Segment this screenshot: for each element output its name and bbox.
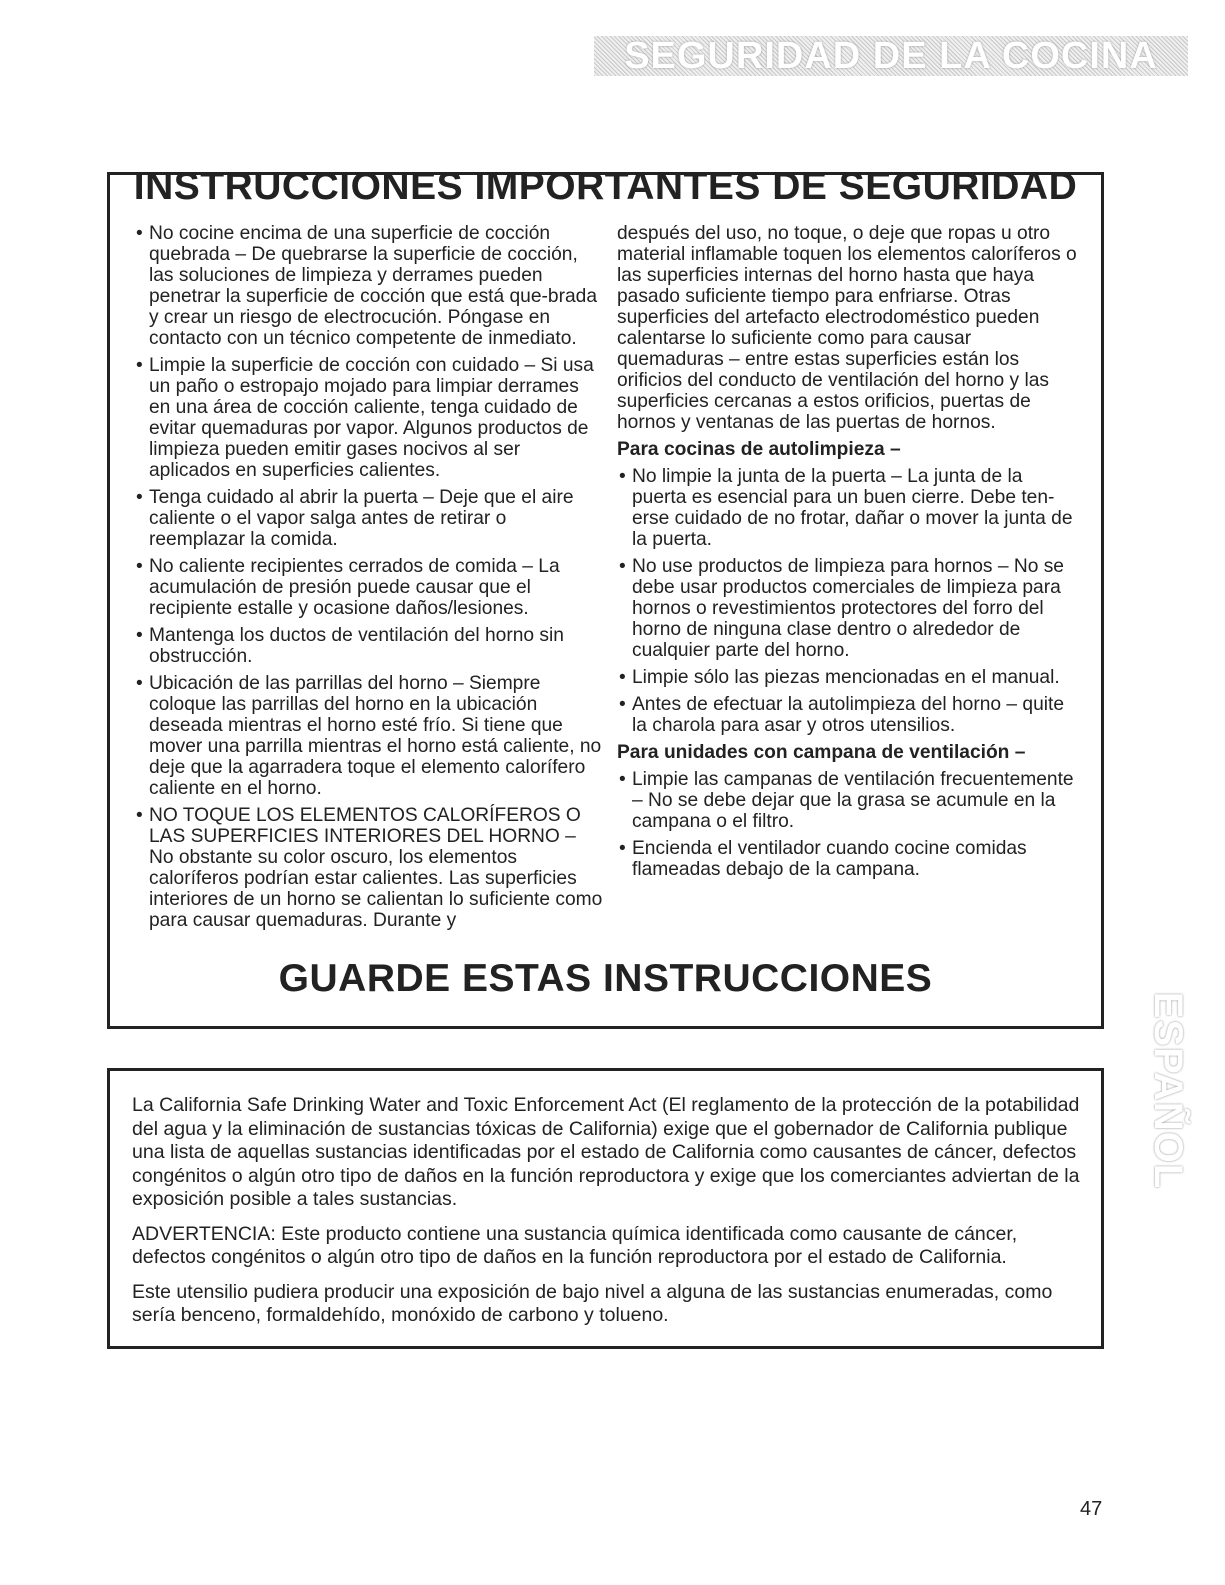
safety-instructions-box xyxy=(107,165,1104,1029)
hood-heading: Para unidades con campana de ventilación – xyxy=(617,742,1026,763)
bullet-item: • Encienda el ventilador cuando cocine comidas flameadas debajo de la campana. xyxy=(617,838,1077,880)
safety-title: INSTRUCCIONES IMPORTANTES DE SEGURIDAD xyxy=(133,165,1078,208)
section-header-text: SEGURIDAD DE LA COCINA xyxy=(624,34,1158,77)
prop65-text xyxy=(132,1094,1082,1339)
language-label: ESPAÑOL xyxy=(1146,991,1191,1189)
bullet-item: • No cocine encima de una superficie de cocción quebrada – De quebrarse la superficie de cocción, las soluciones de limpieza y derrames pueden penetrar la superficie de cocción que está que-brada y crear un riesgo de electrocución. Póngase en contacto con un técnico competente de inmediato. xyxy=(134,223,604,349)
bullet-item: • NO TOQUE LOS ELEMENTOS CALORÍFEROS O LAS SUPERFICIES INTERIORES DEL HORNO – No obstante su color oscuro, los elementos caloríferos podrían estar calientes. Las superficies interiores de un horno se calientan lo suficiente como para causar quemaduras. Durante y xyxy=(134,805,604,931)
bullet-item: • Antes de efectuar la autolimpieza del horno – quite la charola para asar y otros utensilios. xyxy=(617,694,1077,736)
continuation-paragraph: después del uso, no toque, o deje que ropas u otro material inflamable toquen los elementos caloríferos o las superficies internas del horno hasta que haya pasado suficiente tiempo para enfriarse. Otras superficies del artefacto electrodoméstico pueden calentarse lo suficiente como para causar quemaduras – entre estas superficies están los orificios del conducto de ventilación del horno y las superficies cercanas a estos orificios, puertas de hornos y ventanas de las puertas de hornos. xyxy=(617,223,1077,433)
bullet-item: • No caliente recipientes cerrados de comida – La acumulación de presión puede causar que el recipiente estalle y ocasione daños/lesiones. xyxy=(134,556,604,619)
bullet-item: • Mantenga los ductos de ventilación del horno sin obstrucción. xyxy=(134,625,604,667)
prop65-paragraph: La California Safe Drinking Water and Toxic Enforcement Act (El reglamento de la protección de la potabilidad del agua y la eliminación de sustancias tóxicas de California) exige que el gobernador de California publique una lista de aquellas sustancias identificadas por el estado de California como causantes de cáncer, defectos congénitos o algún otro tipo de daños en la función reproductora y exige que los comerciantes adviertan de la exposición posible a tales sustancias. xyxy=(132,1094,1080,1210)
page-number: 47 xyxy=(1080,1498,1103,1520)
bullet-item: • Limpie las campanas de ventilación frecuentemente – No se debe dejar que la grasa se acumule en la campana o el filtro. xyxy=(617,769,1077,832)
right-column xyxy=(617,223,1077,886)
warning-paragraph: ADVERTENCIA: Este producto contiene una sustancia química identificada como causante de cáncer, defectos congénitos o algún otro tipo de daños en la función reproductora por el estado de California. xyxy=(132,1222,1018,1268)
section-header-banner xyxy=(594,36,1188,76)
bullet-item: • No limpie la junta de la puerta – La junta de la puerta es esencial para un buen cierre. Debe ten-erse cuidado de no frotar, dañar o mover la junta de la puerta. xyxy=(617,466,1077,550)
exposure-paragraph: Este utensilio pudiera producir una exposición de bajo nivel a alguna de las sustancias enumeradas, como sería benceno, formaldehído, monóxido de carbono y tolueno. xyxy=(132,1280,1053,1326)
bullet-item: • Limpie sólo las piezas mencionadas en el manual. xyxy=(617,667,1077,688)
language-side-tab xyxy=(1143,970,1193,1210)
bullet-item: • Tenga cuidado al abrir la puerta – Deje que el aire caliente o el vapor salga antes de retirar o reemplazar la comida. xyxy=(134,487,604,550)
left-column xyxy=(134,223,604,937)
prop65-notice-box xyxy=(107,1068,1104,1349)
bullet-item: • Limpie la superficie de cocción con cuidado – Si usa un paño o estropajo mojado para limpiar derrames en una área de cocción caliente, tenga cuidado de evitar quemaduras por vapor. Algunos productos de limpieza pueden emitir gases nocivos al ser aplicados en superficies calientes. xyxy=(134,355,604,481)
save-instructions-title: GUARDE ESTAS INSTRUCCIONES xyxy=(278,957,933,1000)
bullet-item: • Ubicación de las parrillas del horno – Siempre coloque las parrillas del horno en la ubicación deseada mientras el horno esté frío. Si tiene que mover una parrilla mientras el horno está caliente, no deje que la agarradera toque el elemento calorífero caliente en el horno. xyxy=(134,673,604,799)
bullet-item: • No use productos de limpieza para hornos – No se debe usar productos comerciales de limpieza para hornos o revestimientos protectores del forro del horno de ninguna clase dentro o alrededor de cualquier parte del horno. xyxy=(617,556,1077,661)
self-clean-heading: Para cocinas de autolimpieza – xyxy=(617,439,901,460)
